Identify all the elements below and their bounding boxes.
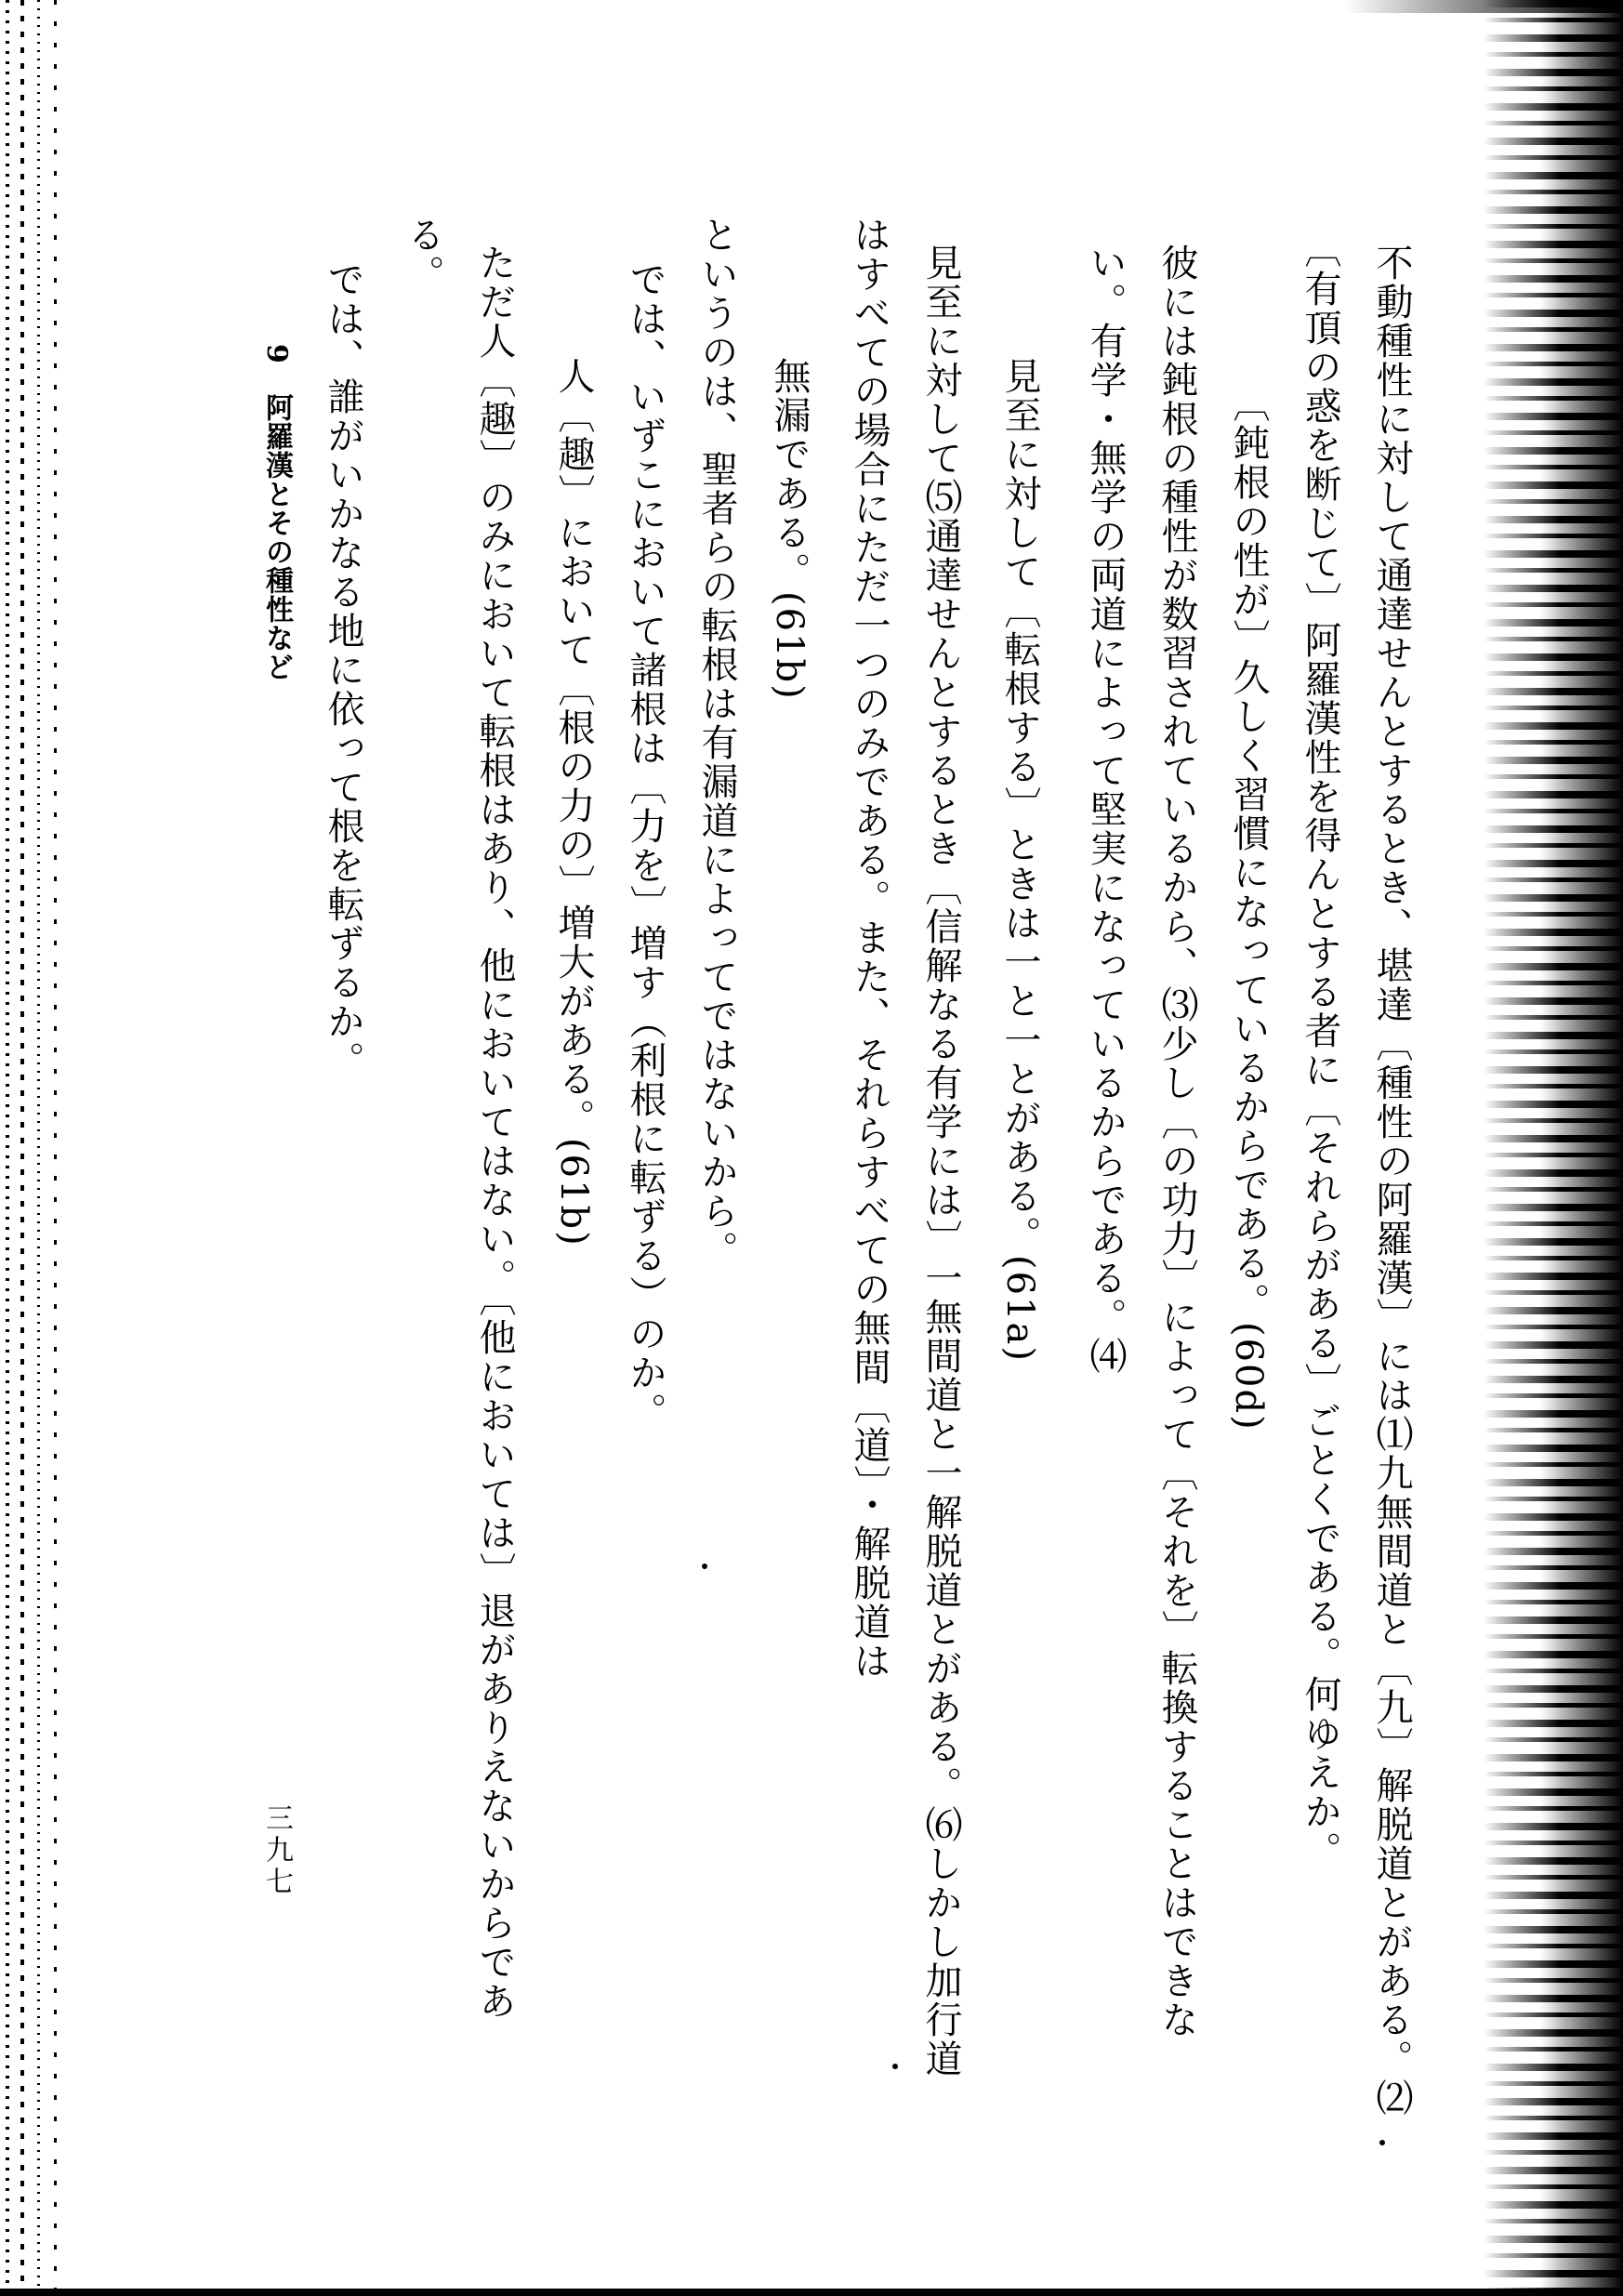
scan-edge-left: [0, 0, 65, 2296]
text-column-11: では、いずこにおいて諸根は〔力を〕増す（利根に転ずる）のか。: [624, 260, 666, 1432]
running-footer: 9 阿羅漢とその種性など: [260, 344, 293, 681]
scan-speck: [702, 1564, 707, 1569]
text-column-10: というのは、聖者らの転根は有漏道によってではないから。: [695, 216, 738, 1270]
text-column-8: はすべての場合にただ一つのみである。また、それらすべての無間〔道〕・解脱道は: [848, 216, 891, 1681]
text-column-12: 人〔趣〕において〔根の力の〕増大がある。(61b): [552, 357, 595, 1247]
page-number: 三九七: [260, 1803, 293, 1898]
text-column-9: 無漏である。(61b): [768, 357, 811, 701]
text-column-3: 〔鈍根の性が〕久しく習慣になっているからである。(60d): [1227, 385, 1270, 1432]
text-column-13: ただ人〔趣〕のみにおいて転根はあり、他においてはない。〔他においては〕退がありえないからであ: [473, 244, 516, 2021]
scan-edge-bottom: [0, 2289, 1623, 2296]
text-column-6: 見至に対して〔転根する〕ときは一と一とがある。(61a): [998, 357, 1041, 1363]
text-column-5: い。有学・無学の両道によって堅実になっているからである。⑷: [1084, 244, 1127, 1376]
text-column-15: では、誰がいかなる地に依って根を転ずるか。: [322, 260, 364, 1080]
scan-edge-top: [1344, 0, 1623, 13]
text-column-14: る。: [402, 216, 444, 294]
text-column-2: 〔有頂の惑を断じて〕阿羅漢性を得んとする者に〔それらがある〕ごとくである。何ゆえか。: [1299, 231, 1341, 1870]
scan-edge-right: [1484, 0, 1623, 2296]
scan-speck: [892, 2064, 898, 2069]
text-column-1: 不動種性に対して通達せんとするとき、堪達〔種性の阿羅漢〕には⑴九無間道と〔九〕解脱道とがある。⑵: [1370, 244, 1413, 2118]
text-column-4: 彼には鈍根の種性が数習されているから、⑶少し〔の功力〕によって〔それを〕転換することはできな: [1155, 244, 1198, 2039]
scan-speck: [1379, 2140, 1385, 2145]
text-column-7: 見至に対して⑸通達せんとするとき〔信解なる有学には〕一無間道と一解脱道とがある。⑹しかし加行道: [919, 244, 962, 2078]
